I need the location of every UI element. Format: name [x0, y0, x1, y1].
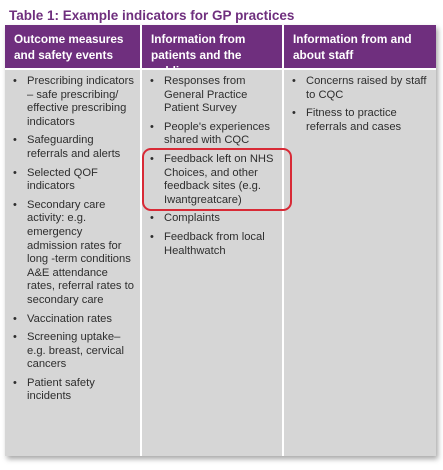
list-item: • Secondary care activity: e.g. emergency admission rates for long -term conditions A&E attendance rates, referral rates to secondary care — [13, 198, 134, 306]
list-item: • Prescribing indicators – safe prescribing/ effective prescribing indicators — [13, 75, 134, 128]
list-item: • Complaints — [150, 212, 220, 225]
indicators-table — [5, 25, 436, 456]
column-divider — [282, 25, 284, 456]
column-header-patients-public: Information from patients and the — [142, 25, 282, 68]
table-title: Table 1: Example indicators for GP practices — [9, 8, 295, 23]
list-item: • Fitness to practice referrals and cases — [292, 107, 402, 133]
list-item: • Feedback from local Healthwatch — [150, 230, 265, 257]
column-header-staff: Information from and about staff — [284, 25, 436, 68]
highlight-annotation — [142, 148, 292, 211]
column-staff — [284, 68, 436, 456]
list-item: • Responses from General Practice Patient Survey — [150, 75, 248, 115]
column-divider — [140, 25, 142, 456]
list-item: • People's experiences shared with CQC — [150, 120, 270, 147]
list-item: • Feedback left on NHS Choices, and other feedback sites (e.g. Iwantgreatcare) — [150, 152, 274, 206]
list-item: • Screening uptake– e.g. breast, cervical cancers — [13, 331, 125, 371]
column-outcome-measures — [5, 68, 140, 456]
header-divider — [5, 68, 436, 70]
list-item: • Patient safety incidents — [13, 376, 95, 403]
list-item: • Concerns raised by staff to CQC — [292, 75, 427, 101]
column-header-outcome-measures: Outcome measures and safety events — [5, 25, 140, 68]
column-patients-public — [142, 68, 282, 456]
list-item: • Vaccination rates — [13, 312, 112, 325]
list-item: • Selected QOF indicators — [13, 166, 98, 193]
list-item: • Safeguarding referrals and alerts — [13, 134, 121, 160]
